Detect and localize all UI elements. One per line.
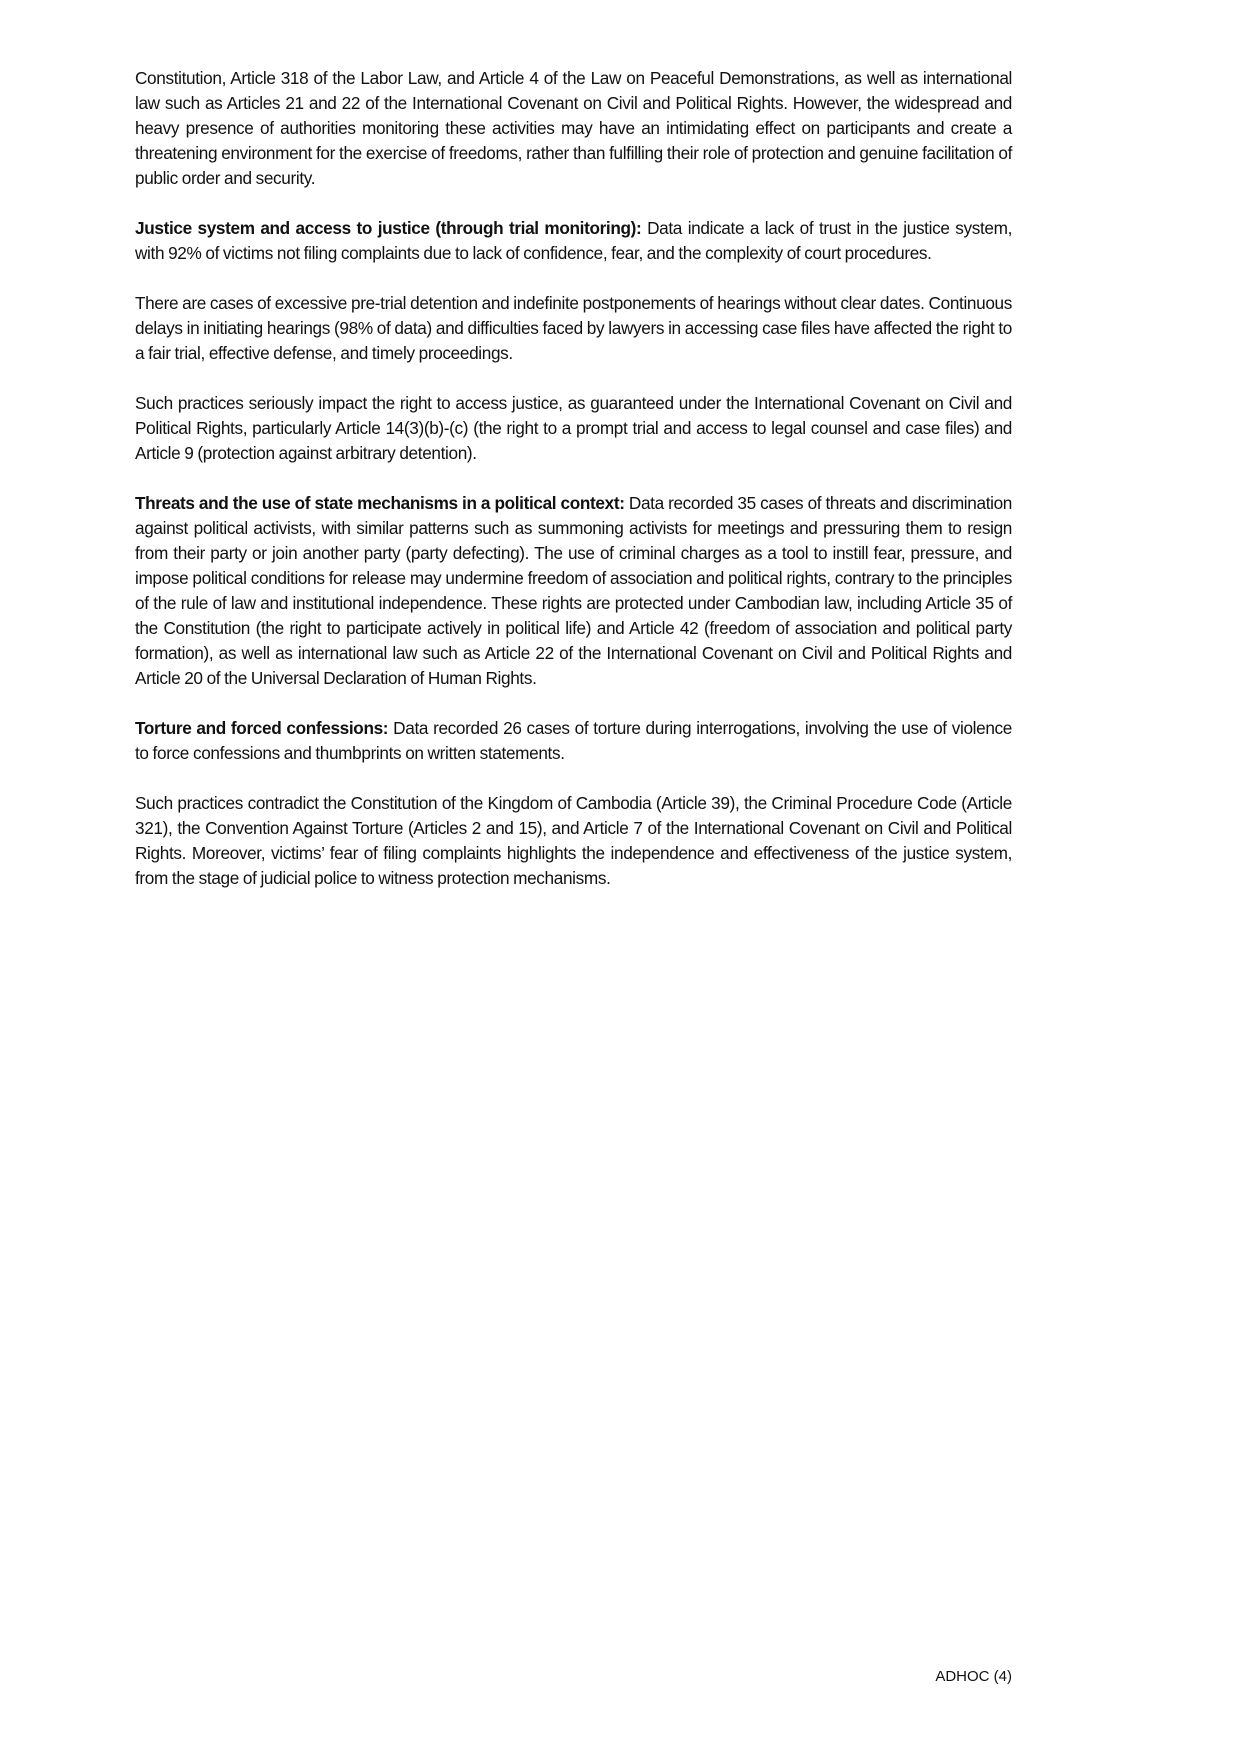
paragraph-freedom-assembly: [135, 66, 1012, 191]
paragraph-justice-system: [135, 216, 1012, 266]
paragraph-pretrial-detention: [135, 291, 1012, 366]
page-footer: ADHOC (4): [935, 1668, 1012, 1685]
paragraph-text: There are cases of excessive pre-trial detention and indefinite postponements of hearings without clear dates. Continuous delays in initiating hearings (98% of data) and difficulties faced by lawyers in accessing case files have affected the right to a fair trial, effective defense, and timely proceedings.: [135, 293, 1012, 363]
paragraph-text: Such practices seriously impact the right to access justice, as guaranteed under the International Covenant on Civil and Political Rights, particularly Article 14(3)(b)-(c) (the right to a prompt trial and access to legal counsel and case files) and Article 9 (protection against arbitrary detention).: [135, 393, 1012, 463]
paragraph-text: Constitution, Article 318 of the Labor Law, and Article 4 of the Law on Peaceful Demonstrations, as well as international law such as Articles 21 and 22 of the International Covenant on Civil and Political Rights. However, the widespread and heavy presence of authorities monitoring these activities may have an intimidating effect on participants and create a threatening environment for the exercise of freedoms, rather than fulfilling their role of protection and genuine facilitation of public order and security.: [135, 68, 1012, 188]
paragraph-heading: Justice system and access to justice (through trial monitoring):: [135, 218, 642, 238]
paragraph-heading: Threats and the use of state mechanisms in a political context:: [135, 493, 625, 513]
paragraph-torture: [135, 716, 1012, 766]
paragraph-access-justice: [135, 391, 1012, 466]
paragraph-text: Such practices contradict the Constitution of the Kingdom of Cambodia (Article 39), the Criminal Procedure Code (Article 321), the Convention Against Torture (Articles 2 and 15), and Article 7 of the International Covenant on Civil and Political Rights. Moreover, victims’ fear of filing complaints highlights the independence and effectiveness of the justice system, from the stage of judicial police to witness protection mechanisms.: [135, 793, 1012, 888]
paragraph-political-threats: [135, 491, 1012, 691]
paragraph-heading: Torture and forced confessions:: [135, 718, 389, 738]
paragraph-text: Data recorded 35 cases of threats and discrimination against political activists, with similar patterns such as summoning activists for meetings and pressuring them to resign from their party or join another party (party defecting). The use of criminal charges as a tool to instill fear, pressure, and impose political conditions for release may undermine freedom of association and political rights, contrary to the principles of the rule of law and institutional independence. These rights are protected under Cambodian law, including Article 35 of the Constitution (the right to participate actively in political life) and Article 42 (freedom of association and political party formation), as well as international law such as Article 22 of the International Covenant on Civil and Political Rights and Article 20 of the Universal Declaration of Human Rights.: [135, 493, 1013, 688]
paragraph-text: Data recorded 26 cases of torture during interrogations, involving the use of violence to force confessions and thumbprints on written statements.: [135, 718, 1012, 763]
page-body: [135, 66, 1012, 916]
paragraph-text: Data indicate a lack of trust in the justice system, with 92% of victims not filing complaints due to lack of confidence, fear, and the complexity of court procedures.: [135, 218, 1012, 263]
paragraph-torture-legal: [135, 791, 1012, 891]
